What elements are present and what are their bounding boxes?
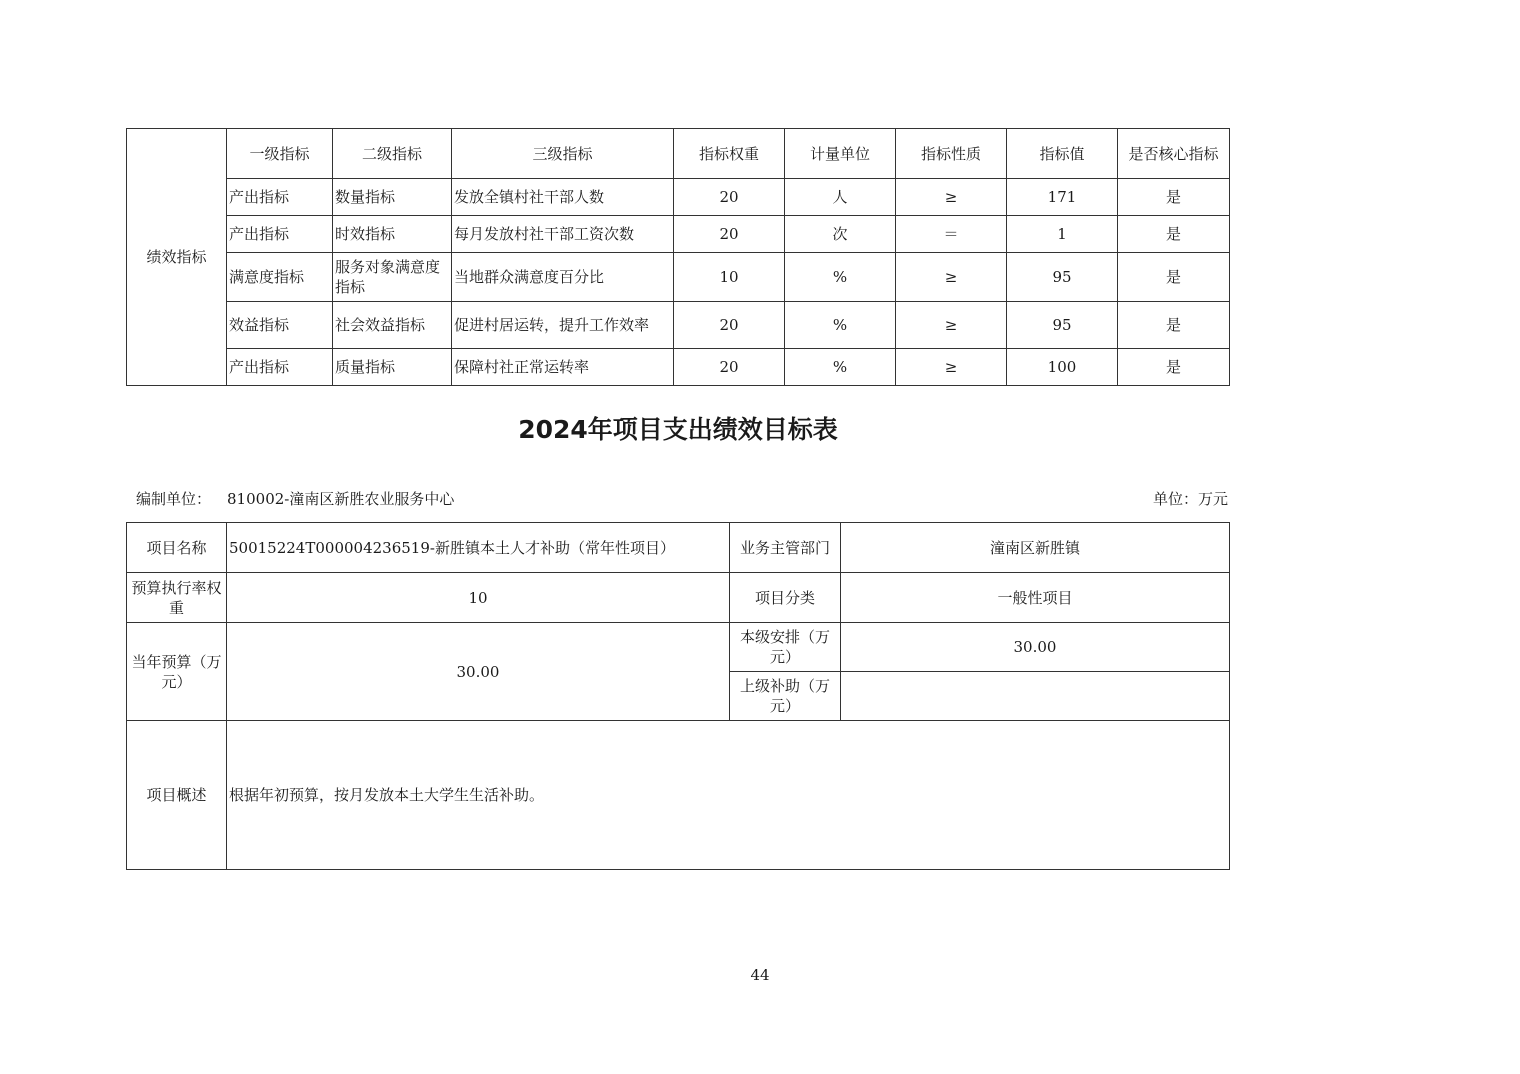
column-header: 计量单位 [785,129,896,179]
cell: 产出指标 [227,179,333,216]
unit-label: 单位：万元 [1152,490,1228,508]
column-header: 指标值 [1007,129,1118,179]
cell: 是 [1118,253,1230,302]
cell: 171 [1007,179,1118,216]
category-label: 项目分类 [730,573,841,623]
category-value: 一般性项目 [841,573,1230,623]
performance-indicator-table [126,128,1230,386]
org-value: 810002-潼南区新胜农业服务中心 [227,490,455,508]
cell: 当地群众满意度百分比 [452,253,674,302]
cell: 产出指标 [227,216,333,253]
side-label: 绩效指标 [127,129,227,386]
table-row [127,623,1230,672]
org-line [136,488,470,509]
upper-funding-label: 上级补助（万元） [730,672,841,721]
cell: 95 [1007,302,1118,349]
table-row [127,216,1230,253]
cell: ≥ [896,302,1007,349]
cell: 时效指标 [333,216,452,253]
column-header: 指标权重 [674,129,785,179]
cell: 发放全镇村社干部人数 [452,179,674,216]
budget-label: 当年预算（万元） [127,623,227,721]
dept-value: 潼南区新胜镇 [841,523,1230,573]
cell: 人 [785,179,896,216]
cell: 次 [785,216,896,253]
summary-value: 根据年初预算，按月发放本土大学生生活补助。 [227,721,1230,870]
page-number: 44 [750,966,770,984]
document-title: 2024年项目支出绩效目标表 [518,415,838,444]
budget-value: 30.00 [227,623,730,721]
cell: 产出指标 [227,349,333,386]
table-row [127,349,1230,386]
cell: ＝ [896,216,1007,253]
column-header: 是否核心指标 [1118,129,1230,179]
cell: ≥ [896,253,1007,302]
table-row [127,302,1230,349]
cell: 数量指标 [333,179,452,216]
table-row [127,523,1230,573]
column-header: 二级指标 [333,129,452,179]
cell: 服务对象满意度指标 [333,253,452,302]
cell: 20 [674,179,785,216]
project-name-label: 项目名称 [127,523,227,573]
project-name-value: 50015224T000004236519-新胜镇本土人才补助（常年性项目） [227,523,730,573]
cell: 社会效益指标 [333,302,452,349]
weight-value: 10 [227,573,730,623]
upper-funding-value [841,672,1230,721]
org-label: 编制单位： [136,490,212,508]
cell: 20 [674,349,785,386]
cell: 是 [1118,349,1230,386]
local-funding-label: 本级安排（万元） [730,623,841,672]
column-header: 三级指标 [452,129,674,179]
table-row [127,253,1230,302]
dept-label: 业务主管部门 [730,523,841,573]
cell: 100 [1007,349,1118,386]
cell: 每月发放村社干部工资次数 [452,216,674,253]
project-info-table [126,522,1230,870]
cell: % [785,349,896,386]
summary-label: 项目概述 [127,721,227,870]
cell: ≥ [896,179,1007,216]
cell: 质量指标 [333,349,452,386]
cell: 10 [674,253,785,302]
column-header: 指标性质 [896,129,1007,179]
cell: 20 [674,302,785,349]
cell: 95 [1007,253,1118,302]
cell: 效益指标 [227,302,333,349]
cell: 20 [674,216,785,253]
cell: ≥ [896,349,1007,386]
cell: 是 [1118,216,1230,253]
cell: 满意度指标 [227,253,333,302]
cell: % [785,253,896,302]
table-row [127,573,1230,623]
cell: 是 [1118,302,1230,349]
local-funding-value: 30.00 [841,623,1230,672]
table-header-row [127,129,1230,179]
cell: 保障村社正常运转率 [452,349,674,386]
cell: 促进村居运转，提升工作效率 [452,302,674,349]
cell: 是 [1118,179,1230,216]
column-header: 一级指标 [227,129,333,179]
cell: 1 [1007,216,1118,253]
table-row [127,721,1230,870]
weight-label: 预算执行率权重 [127,573,227,623]
table-row [127,179,1230,216]
cell: % [785,302,896,349]
